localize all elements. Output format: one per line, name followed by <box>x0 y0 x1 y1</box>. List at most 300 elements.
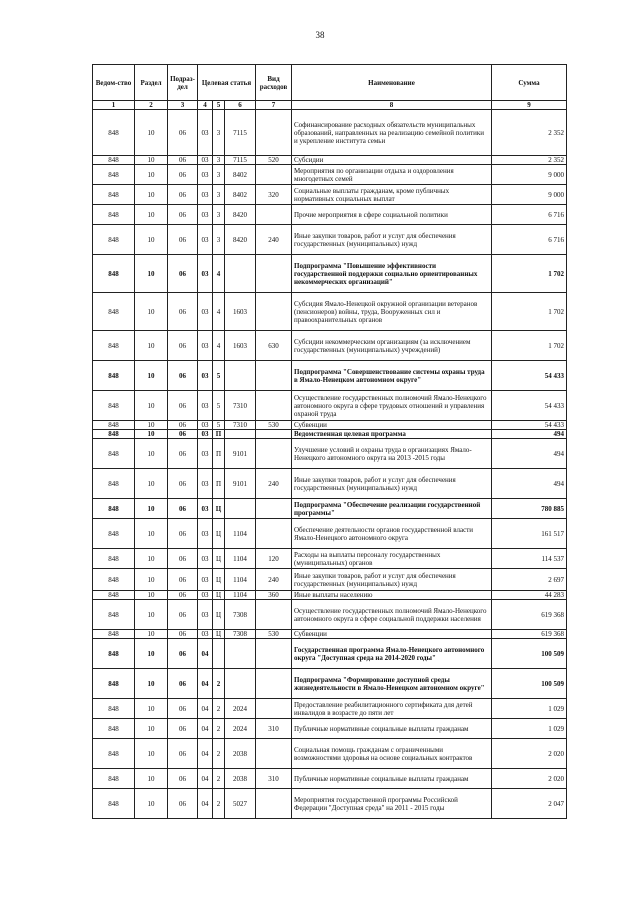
cell-tselevaya-2: 4 <box>213 293 225 331</box>
cell-tselevaya-2: 3 <box>213 225 225 255</box>
cell-tselevaya-3: 1104 <box>225 569 256 591</box>
cell-summa: 619 368 <box>492 630 567 639</box>
cell-podrazdel: 06 <box>168 669 198 699</box>
cell-razdel: 10 <box>135 225 168 255</box>
cell-vedomstvo: 848 <box>93 499 135 519</box>
cell-summa: 494 <box>492 469 567 499</box>
cell-tselevaya-1: 03 <box>198 185 213 205</box>
cell-tselevaya-2: 3 <box>213 185 225 205</box>
cell-razdel: 10 <box>135 600 168 630</box>
cell-tselevaya-3 <box>225 430 256 439</box>
cell-summa: 6 716 <box>492 205 567 225</box>
cell-vid-raskhodov <box>256 439 292 469</box>
cell-vedomstvo: 848 <box>93 469 135 499</box>
cell-tselevaya-1: 04 <box>198 669 213 699</box>
cell-vedomstvo: 848 <box>93 699 135 719</box>
cell-tselevaya-1: 03 <box>198 165 213 185</box>
cell-tselevaya-3: 8402 <box>225 165 256 185</box>
cell-tselevaya-1: 03 <box>198 331 213 361</box>
table-row <box>93 430 567 439</box>
cell-tselevaya-3: 9101 <box>225 439 256 469</box>
cell-razdel: 10 <box>135 439 168 469</box>
cell-vid-raskhodov <box>256 739 292 769</box>
cell-vid-raskhodov <box>256 255 292 293</box>
cell-naimenovanie: Подпрограмма "Повышение эффективности государственной поддержки социально ориентированных некоммерческих организаций" <box>292 255 492 293</box>
header-summa: Сумма <box>492 65 567 101</box>
cell-naimenovanie: Осуществление государственных полномочий Ямало-Ненецкого автономного округа в сфере социальной поддержки населения <box>292 600 492 630</box>
table-row <box>93 639 567 669</box>
cell-tselevaya-2: 4 <box>213 255 225 293</box>
cell-summa: 1 702 <box>492 331 567 361</box>
cell-vedomstvo: 848 <box>93 430 135 439</box>
cell-vid-raskhodov <box>256 110 292 156</box>
cell-naimenovanie: Подпрограмма "Совершенствование системы охраны труда в Ямало-Ненецком автономном округе" <box>292 361 492 391</box>
cell-podrazdel: 06 <box>168 225 198 255</box>
cell-vid-raskhodov: 240 <box>256 569 292 591</box>
cell-tselevaya-2: 2 <box>213 669 225 699</box>
header-vedomstvo: Ведом-ство <box>93 65 135 101</box>
cell-tselevaya-2: 2 <box>213 739 225 769</box>
cell-vedomstvo: 848 <box>93 205 135 225</box>
cell-vid-raskhodov <box>256 205 292 225</box>
cell-vedomstvo: 848 <box>93 439 135 469</box>
table-row <box>93 591 567 600</box>
cell-tselevaya-3: 1104 <box>225 519 256 549</box>
cell-vedomstvo: 848 <box>93 156 135 165</box>
cell-vid-raskhodov <box>256 600 292 630</box>
cell-tselevaya-3: 7115 <box>225 110 256 156</box>
cell-tselevaya-3: 7310 <box>225 421 256 430</box>
cell-tselevaya-1: 04 <box>198 699 213 719</box>
cell-tselevaya-2: Ц <box>213 549 225 569</box>
cell-podrazdel: 06 <box>168 600 198 630</box>
cell-naimenovanie: Подпрограмма "Обеспечение реализации государственной программы" <box>292 499 492 519</box>
cell-tselevaya-2: 5 <box>213 391 225 421</box>
cell-tselevaya-3 <box>225 669 256 699</box>
cell-vid-raskhodov: 530 <box>256 421 292 430</box>
cell-tselevaya-3: 2024 <box>225 719 256 739</box>
cell-razdel: 10 <box>135 165 168 185</box>
table-row <box>93 469 567 499</box>
cell-summa: 2 020 <box>492 739 567 769</box>
cell-tselevaya-2: П <box>213 439 225 469</box>
cell-vid-raskhodov: 240 <box>256 225 292 255</box>
column-number: 5 <box>213 101 225 110</box>
cell-podrazdel: 06 <box>168 789 198 819</box>
cell-vid-raskhodov: 520 <box>256 156 292 165</box>
cell-tselevaya-1: 04 <box>198 639 213 669</box>
header-vid-raskhodov: Вид расходов <box>256 65 292 101</box>
cell-naimenovanie: Иные выплаты населению <box>292 591 492 600</box>
cell-vedomstvo: 848 <box>93 639 135 669</box>
cell-summa: 54 433 <box>492 391 567 421</box>
cell-vid-raskhodov: 320 <box>256 185 292 205</box>
cell-naimenovanie: Улучшение условий и охраны труда в организациях Ямало-Ненецкого автономного округа на 2013 -2015 годы <box>292 439 492 469</box>
cell-tselevaya-3: 5027 <box>225 789 256 819</box>
cell-naimenovanie: Подпрограмма "Формирование доступной среды жизнедеятельности в Ямало-Ненецком автономном округе" <box>292 669 492 699</box>
cell-vid-raskhodov <box>256 699 292 719</box>
cell-podrazdel: 06 <box>168 331 198 361</box>
cell-podrazdel: 06 <box>168 639 198 669</box>
cell-tselevaya-3: 2024 <box>225 699 256 719</box>
cell-razdel: 10 <box>135 591 168 600</box>
cell-naimenovanie: Иные закупки товаров, работ и услуг для обеспечения государственных (муниципальных) нужд <box>292 225 492 255</box>
cell-naimenovanie: Расходы на выплаты персоналу государственных (муниципальных) органов <box>292 549 492 569</box>
cell-summa: 161 517 <box>492 519 567 549</box>
cell-tselevaya-2: П <box>213 469 225 499</box>
cell-tselevaya-2: 5 <box>213 421 225 430</box>
cell-podrazdel: 06 <box>168 699 198 719</box>
cell-razdel: 10 <box>135 789 168 819</box>
budget-table <box>92 64 567 819</box>
cell-naimenovanie: Обеспечение деятельности органов государственной власти Ямало-Ненецкого автономного округа <box>292 519 492 549</box>
cell-razdel: 10 <box>135 391 168 421</box>
cell-summa: 9 000 <box>492 185 567 205</box>
column-number-row <box>93 101 567 110</box>
cell-podrazdel: 06 <box>168 421 198 430</box>
column-number: 4 <box>198 101 213 110</box>
cell-tselevaya-1: 03 <box>198 361 213 391</box>
cell-tselevaya-2: Ц <box>213 519 225 549</box>
cell-vedomstvo: 848 <box>93 361 135 391</box>
cell-tselevaya-2: 2 <box>213 789 225 819</box>
cell-tselevaya-2: 5 <box>213 361 225 391</box>
cell-summa: 1 029 <box>492 699 567 719</box>
cell-razdel: 10 <box>135 569 168 591</box>
cell-vedomstvo: 848 <box>93 519 135 549</box>
cell-razdel: 10 <box>135 293 168 331</box>
cell-vid-raskhodov <box>256 639 292 669</box>
cell-tselevaya-3 <box>225 639 256 669</box>
column-number: 3 <box>168 101 198 110</box>
cell-summa: 2 697 <box>492 569 567 591</box>
cell-vid-raskhodov: 630 <box>256 331 292 361</box>
cell-tselevaya-2 <box>213 639 225 669</box>
column-number: 2 <box>135 101 168 110</box>
cell-naimenovanie: Иные закупки товаров, работ и услуг для обеспечения государственных (муниципальных) нужд <box>292 569 492 591</box>
cell-vedomstvo: 848 <box>93 739 135 769</box>
cell-podrazdel: 06 <box>168 110 198 156</box>
cell-tselevaya-1: 03 <box>198 469 213 499</box>
cell-vid-raskhodov: 240 <box>256 469 292 499</box>
cell-vedomstvo: 848 <box>93 165 135 185</box>
cell-tselevaya-3: 1603 <box>225 293 256 331</box>
cell-naimenovanie: Государственная программа Ямало-Ненецкого автономного округа "Доступная среда на 2014-2020 годы" <box>292 639 492 669</box>
cell-tselevaya-3 <box>225 499 256 519</box>
cell-vedomstvo: 848 <box>93 331 135 361</box>
cell-tselevaya-3: 7308 <box>225 600 256 630</box>
cell-vedomstvo: 848 <box>93 569 135 591</box>
cell-tselevaya-1: 04 <box>198 789 213 819</box>
cell-tselevaya-3: 2038 <box>225 769 256 789</box>
cell-tselevaya-1: 04 <box>198 739 213 769</box>
cell-tselevaya-1: 03 <box>198 255 213 293</box>
cell-podrazdel: 06 <box>168 165 198 185</box>
column-number: 6 <box>225 101 256 110</box>
cell-tselevaya-1: 04 <box>198 769 213 789</box>
table-row <box>93 165 567 185</box>
cell-naimenovanie: Осуществление государственных полномочий Ямало-Ненецкого автономного округа в сфере трудовых отношений и управления охраной труда <box>292 391 492 421</box>
cell-tselevaya-3: 8420 <box>225 205 256 225</box>
cell-vid-raskhodov <box>256 519 292 549</box>
cell-vid-raskhodov: 530 <box>256 630 292 639</box>
cell-summa: 114 537 <box>492 549 567 569</box>
table-row <box>93 600 567 630</box>
cell-tselevaya-2: 2 <box>213 699 225 719</box>
cell-razdel: 10 <box>135 699 168 719</box>
cell-tselevaya-1: 03 <box>198 519 213 549</box>
cell-vedomstvo: 848 <box>93 719 135 739</box>
column-number: 7 <box>256 101 292 110</box>
cell-tselevaya-2: Ц <box>213 591 225 600</box>
cell-tselevaya-2: 4 <box>213 331 225 361</box>
cell-tselevaya-2: 3 <box>213 165 225 185</box>
cell-podrazdel: 06 <box>168 499 198 519</box>
cell-podrazdel: 06 <box>168 255 198 293</box>
cell-razdel: 10 <box>135 769 168 789</box>
table-row <box>93 630 567 639</box>
cell-naimenovanie: Социальная помощь гражданам с ограниченными возможностями здоровья на основе социальных контрактов <box>292 739 492 769</box>
table-row <box>93 769 567 789</box>
table-row <box>93 499 567 519</box>
cell-summa: 1 029 <box>492 719 567 739</box>
table-row <box>93 789 567 819</box>
cell-vedomstvo: 848 <box>93 669 135 699</box>
cell-razdel: 10 <box>135 719 168 739</box>
cell-vedomstvo: 848 <box>93 549 135 569</box>
cell-summa: 100 509 <box>492 639 567 669</box>
cell-tselevaya-2: Ц <box>213 630 225 639</box>
table-row <box>93 205 567 225</box>
cell-summa: 494 <box>492 430 567 439</box>
header-row <box>93 65 567 101</box>
cell-naimenovanie: Мероприятия государственной программы Российской Федерации "Доступная среда" на 2011 - 2015 годы <box>292 789 492 819</box>
cell-tselevaya-1: 04 <box>198 719 213 739</box>
cell-naimenovanie: Прочие мероприятия в сфере социальной политики <box>292 205 492 225</box>
cell-summa: 1 702 <box>492 293 567 331</box>
cell-summa: 9 000 <box>492 165 567 185</box>
cell-razdel: 10 <box>135 156 168 165</box>
cell-summa: 2 352 <box>492 156 567 165</box>
cell-razdel: 10 <box>135 110 168 156</box>
column-number: 9 <box>492 101 567 110</box>
cell-vid-raskhodov: 120 <box>256 549 292 569</box>
cell-razdel: 10 <box>135 630 168 639</box>
cell-summa: 54 433 <box>492 361 567 391</box>
cell-vedomstvo: 848 <box>93 600 135 630</box>
cell-podrazdel: 06 <box>168 156 198 165</box>
cell-tselevaya-1: 03 <box>198 205 213 225</box>
cell-tselevaya-1: 03 <box>198 439 213 469</box>
cell-tselevaya-2: 2 <box>213 719 225 739</box>
cell-razdel: 10 <box>135 421 168 430</box>
table-row <box>93 669 567 699</box>
table-row <box>93 719 567 739</box>
cell-tselevaya-3: 9101 <box>225 469 256 499</box>
cell-podrazdel: 06 <box>168 430 198 439</box>
cell-naimenovanie: Ведомственная целевая программа <box>292 430 492 439</box>
cell-podrazdel: 06 <box>168 769 198 789</box>
cell-summa: 2 020 <box>492 769 567 789</box>
cell-summa: 54 433 <box>492 421 567 430</box>
cell-podrazdel: 06 <box>168 439 198 469</box>
cell-razdel: 10 <box>135 361 168 391</box>
cell-summa: 2 047 <box>492 789 567 819</box>
cell-vedomstvo: 848 <box>93 421 135 430</box>
cell-vid-raskhodov: 360 <box>256 591 292 600</box>
cell-vid-raskhodov <box>256 669 292 699</box>
header-naimenovanie: Наименование <box>292 65 492 101</box>
cell-tselevaya-1: 03 <box>198 391 213 421</box>
cell-podrazdel: 06 <box>168 391 198 421</box>
table-row <box>93 569 567 591</box>
table-row <box>93 331 567 361</box>
cell-tselevaya-2: Ц <box>213 569 225 591</box>
cell-tselevaya-1: 03 <box>198 110 213 156</box>
cell-summa: 619 368 <box>492 600 567 630</box>
column-number: 1 <box>93 101 135 110</box>
cell-tselevaya-1: 03 <box>198 591 213 600</box>
cell-summa: 2 352 <box>492 110 567 156</box>
cell-razdel: 10 <box>135 499 168 519</box>
cell-tselevaya-3 <box>225 361 256 391</box>
cell-vedomstvo: 848 <box>93 789 135 819</box>
cell-tselevaya-2: 3 <box>213 156 225 165</box>
cell-summa: 100 509 <box>492 669 567 699</box>
cell-naimenovanie: Субвенции <box>292 630 492 639</box>
cell-razdel: 10 <box>135 469 168 499</box>
cell-vid-raskhodov <box>256 789 292 819</box>
cell-naimenovanie: Публичные нормативные социальные выплаты гражданам <box>292 719 492 739</box>
cell-razdel: 10 <box>135 185 168 205</box>
table-row <box>93 739 567 769</box>
cell-razdel: 10 <box>135 255 168 293</box>
cell-summa: 1 702 <box>492 255 567 293</box>
cell-razdel: 10 <box>135 430 168 439</box>
cell-razdel: 10 <box>135 639 168 669</box>
cell-naimenovanie: Иные закупки товаров, работ и услуг для обеспечения государственных (муниципальных) нужд <box>292 469 492 499</box>
cell-razdel: 10 <box>135 669 168 699</box>
cell-vid-raskhodov <box>256 430 292 439</box>
cell-podrazdel: 06 <box>168 569 198 591</box>
cell-tselevaya-1: 03 <box>198 421 213 430</box>
table-row <box>93 225 567 255</box>
cell-naimenovanie: Субвенции <box>292 421 492 430</box>
cell-tselevaya-2: Ц <box>213 499 225 519</box>
page-number: 38 <box>315 30 325 40</box>
table-row <box>93 185 567 205</box>
cell-podrazdel: 06 <box>168 549 198 569</box>
cell-summa: 44 283 <box>492 591 567 600</box>
cell-vedomstvo: 848 <box>93 255 135 293</box>
cell-razdel: 10 <box>135 549 168 569</box>
table-row <box>93 519 567 549</box>
column-number: 8 <box>292 101 492 110</box>
cell-tselevaya-3: 7310 <box>225 391 256 421</box>
cell-tselevaya-1: 03 <box>198 225 213 255</box>
cell-naimenovanie: Предоставление реабилитационного сертификата для детей инвалидов в возрасте до пяти лет <box>292 699 492 719</box>
cell-naimenovanie: Субсидии некоммерческим организациям (за исключением государственных (муниципальных) учреждений) <box>292 331 492 361</box>
table-row <box>93 156 567 165</box>
table-row <box>93 361 567 391</box>
cell-vid-raskhodov: 310 <box>256 769 292 789</box>
table-row <box>93 699 567 719</box>
table-row <box>93 293 567 331</box>
cell-vid-raskhodov <box>256 293 292 331</box>
cell-vedomstvo: 848 <box>93 110 135 156</box>
cell-tselevaya-1: 03 <box>198 293 213 331</box>
cell-podrazdel: 06 <box>168 469 198 499</box>
cell-vedomstvo: 848 <box>93 630 135 639</box>
cell-vid-raskhodov <box>256 391 292 421</box>
cell-tselevaya-3: 1104 <box>225 591 256 600</box>
cell-podrazdel: 06 <box>168 591 198 600</box>
cell-tselevaya-1: 03 <box>198 600 213 630</box>
cell-naimenovanie: Социальные выплаты гражданам, кроме публичных нормативных социальных выплат <box>292 185 492 205</box>
cell-tselevaya-1: 03 <box>198 630 213 639</box>
header-razdel: Раздел <box>135 65 168 101</box>
cell-naimenovanie: Мероприятия по организации отдыха и оздоровления многодетных семей <box>292 165 492 185</box>
cell-vid-raskhodov <box>256 499 292 519</box>
cell-tselevaya-1: 03 <box>198 569 213 591</box>
cell-podrazdel: 06 <box>168 519 198 549</box>
table-row <box>93 391 567 421</box>
header-tselevaya-statya: Целевая статья <box>198 65 256 101</box>
cell-vedomstvo: 848 <box>93 769 135 789</box>
header-podrazdel: Подраз-дел <box>168 65 198 101</box>
cell-podrazdel: 06 <box>168 185 198 205</box>
cell-tselevaya-3: 8420 <box>225 225 256 255</box>
cell-podrazdel: 06 <box>168 630 198 639</box>
cell-vedomstvo: 848 <box>93 185 135 205</box>
cell-naimenovanie: Субсидия Ямало-Ненецкой окружной организации ветеранов (пенсионеров) войны, труда, Вооруженных сил и правоохранительных органов <box>292 293 492 331</box>
cell-tselevaya-2: 3 <box>213 205 225 225</box>
cell-podrazdel: 06 <box>168 361 198 391</box>
cell-vid-raskhodov <box>256 165 292 185</box>
cell-naimenovanie: Субсидии <box>292 156 492 165</box>
cell-razdel: 10 <box>135 205 168 225</box>
cell-vid-raskhodov <box>256 361 292 391</box>
cell-tselevaya-1: 03 <box>198 549 213 569</box>
cell-tselevaya-2: 2 <box>213 769 225 789</box>
cell-tselevaya-2: П <box>213 430 225 439</box>
cell-vedomstvo: 848 <box>93 225 135 255</box>
cell-podrazdel: 06 <box>168 719 198 739</box>
cell-tselevaya-1: 03 <box>198 156 213 165</box>
cell-podrazdel: 06 <box>168 739 198 769</box>
cell-tselevaya-3: 1603 <box>225 331 256 361</box>
cell-vedomstvo: 848 <box>93 293 135 331</box>
cell-vedomstvo: 848 <box>93 591 135 600</box>
cell-summa: 494 <box>492 439 567 469</box>
cell-summa: 780 885 <box>492 499 567 519</box>
cell-podrazdel: 06 <box>168 293 198 331</box>
table-row <box>93 439 567 469</box>
table-row <box>93 110 567 156</box>
cell-vid-raskhodov: 310 <box>256 719 292 739</box>
table-row <box>93 549 567 569</box>
cell-tselevaya-1: 03 <box>198 499 213 519</box>
cell-razdel: 10 <box>135 331 168 361</box>
cell-tselevaya-3: 2038 <box>225 739 256 769</box>
cell-podrazdel: 06 <box>168 205 198 225</box>
cell-tselevaya-3: 7115 <box>225 156 256 165</box>
cell-tselevaya-2: 3 <box>213 110 225 156</box>
cell-vedomstvo: 848 <box>93 391 135 421</box>
table-row <box>93 255 567 293</box>
cell-tselevaya-2: Ц <box>213 600 225 630</box>
table-row <box>93 421 567 430</box>
